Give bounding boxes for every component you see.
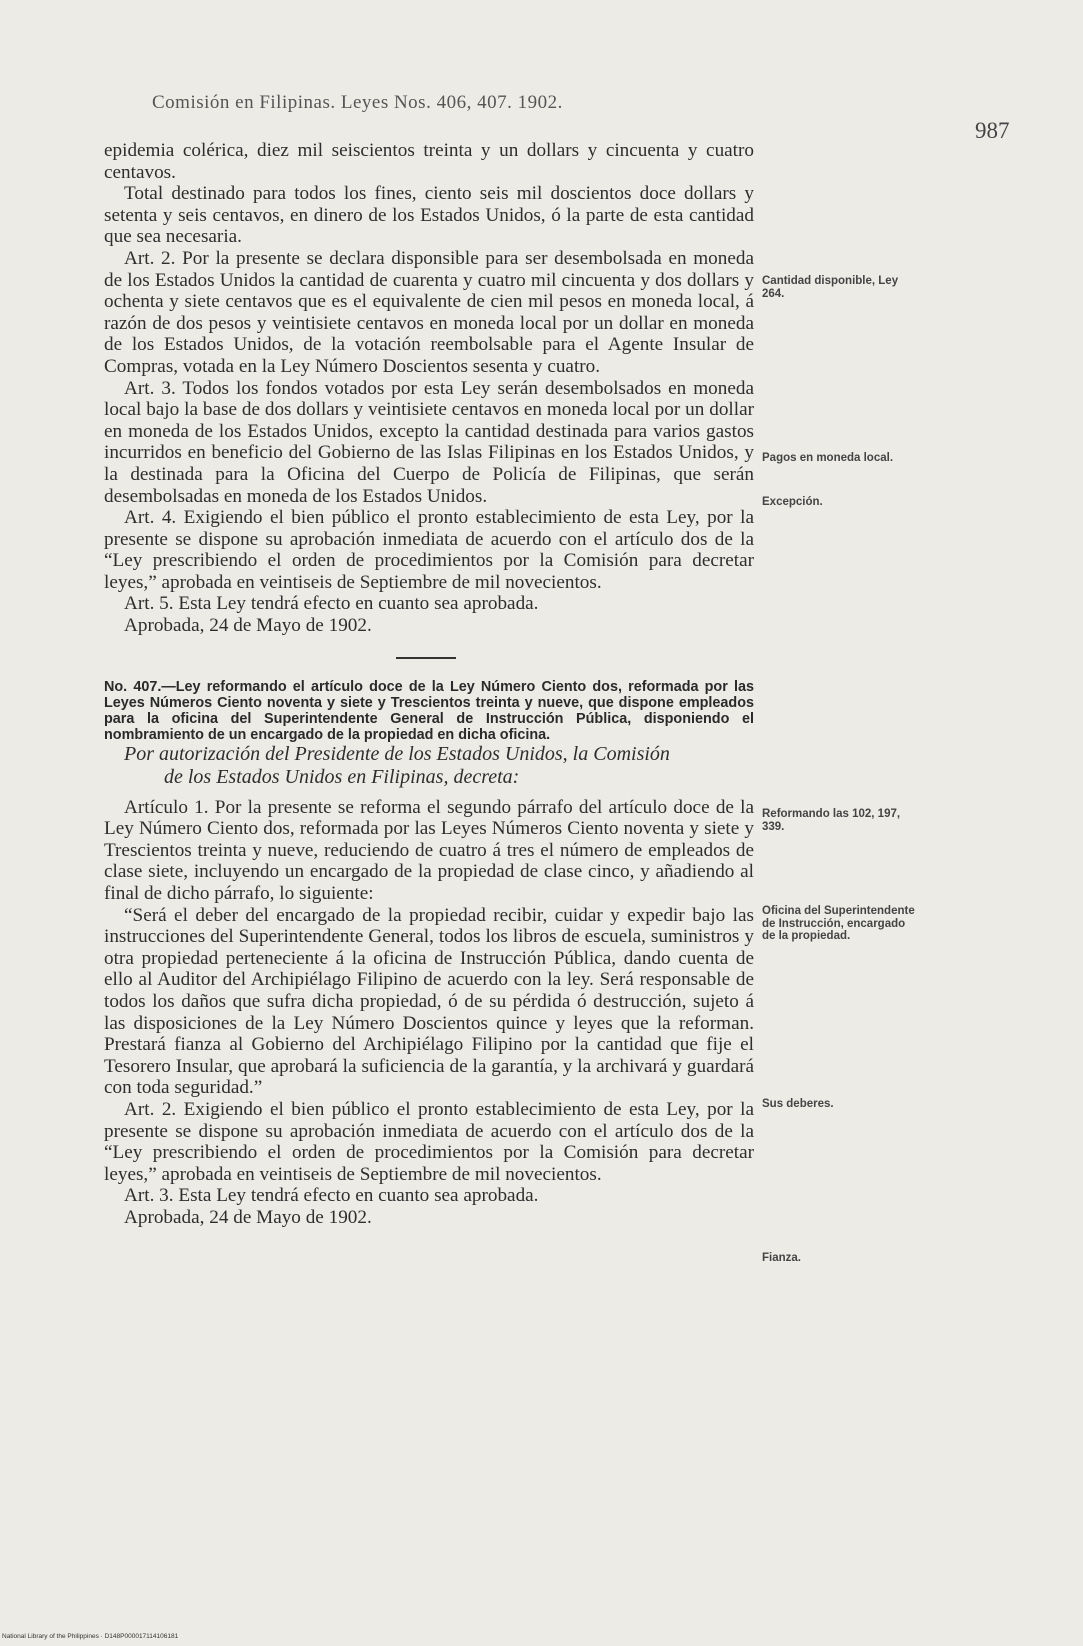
running-header: Comisión en Filipinas. Leyes Nos. 406, 407. 1902. bbox=[152, 92, 563, 113]
paragraph-art-3: Art. 3. Esta Ley tendrá efecto en cuanto sea aprobada. bbox=[124, 1185, 539, 1207]
paragraph-articulo-1: Artículo 1. Por la presente se reforma el segundo párrafo del artículo doce de la Ley Número Ciento dos, reformada por las Leyes Números Ciento noventa y siete y Trescientos treinta y nueve, reduciendo de cuatro á tres el número de empleados de clase siete, incluyendo un encargado de la propiedad de clase cinco, y añadiendo al final de dicho párrafo, lo siguiente: bbox=[104, 796, 754, 905]
margin-note: Excepción. bbox=[762, 496, 823, 508]
scan-footer: National Library of the Philippines · D148P000017114106181 bbox=[2, 1633, 179, 1640]
approval-date: Aprobada, 24 de Mayo de 1902. bbox=[124, 1206, 372, 1228]
section-divider bbox=[396, 657, 456, 659]
paragraph-art-4: Art. 4. Exigiendo el bien público el pronto establecimiento de esta Ley, por la presente se dispone su aprobación inmediata de acuerdo con el artículo dos de la “Ley prescribiendo el orden de procedimientos por la Comisión para decretar leyes,” aprobada en veintiseis de Septiembre de mil novecientos. bbox=[104, 507, 754, 593]
approval-date: Aprobada, 24 de Mayo de 1902. bbox=[124, 615, 372, 637]
paragraph: Total destinado para todos los fines, ciento seis mil doscientos doce dollars y setenta y seis centavos, en dinero de los Estados Unidos, ó la parte de esta cantidad que sea necesaria. bbox=[104, 183, 754, 248]
margin-note: Sus deberes. bbox=[762, 1098, 834, 1110]
paragraph-art-2: Art. 2. Exigiendo el bien público el pronto establecimiento de esta Ley, por la presente se dispone su aprobación inmediata de acuerdo con el artículo dos de la “Ley prescribiendo el orden de procedimientos por la Comisión para decretar leyes,” aprobada en veintiseis de Septiembre de mil novecientos. bbox=[104, 1098, 754, 1185]
paragraph-art-2: Art. 2. Por la presente se declara disponsible para ser desembolsada en moneda de los Estados Unidos la cantidad de cuarenta y cuatro mil cincuenta y dos dollars y ochenta y siete centavos que es el equivalente de cien mil pesos en moneda local, á razón de dos pesos y veintisiete centavos en moneda local por un dollar en moneda de los Estados Unidos, de la votación reembolsable para el Agente Insular de Compras, votada en la Ley Número Doscientos sesenta y cuatro. bbox=[104, 247, 754, 377]
main-text bbox=[104, 140, 754, 1229]
paragraph-art-5: Art. 5. Esta Ley tendrá efecto en cuanto sea aprobada. bbox=[124, 593, 539, 615]
margin-note: Reformando las 102, 197, 339. bbox=[762, 808, 901, 833]
margin-note: Fianza. bbox=[762, 1252, 801, 1264]
page-number: 987 bbox=[975, 118, 1010, 143]
paragraph: epidemia colérica, diez mil seiscientos treinta y un dollars y cincuenta y cuatro centavos. bbox=[104, 140, 754, 183]
margin-note: Cantidad disponible, Ley 264. bbox=[762, 275, 899, 300]
enacting-line: de los Estados Unidos en Filipinas, decreta: bbox=[164, 765, 520, 788]
enacting-clause bbox=[104, 743, 754, 789]
enacting-line: Por autorización del Presidente de los Estados Unidos, la Comisión bbox=[124, 742, 670, 765]
law-title: No. 407.—Ley reformando el artículo doce de la Ley Número Ciento dos, reformada por las Leyes Números Ciento noventa y siete y Trescientos treinta y nueve, que dispone empleados para la oficina del Superintendente General de Instrucción Pública, disponiendo el nombramiento de un encargado de la propiedad en dicha oficina. bbox=[104, 678, 754, 743]
paragraph-quote: “Será el deber del encargado de la propiedad recibir, cuidar y expedir bajo las instrucciones del Superintendente General, todos los libros de escuela, suministros y otra propiedad perteneciente á la oficina de Instrucción Pública, dando cuenta de ello al Auditor del Archipiélago Filipino de acuerdo con la ley. Será responsable de todos los daños que sufra dicha propiedad, ó de su pérdida ó destrucción, sujeto á las disposiciones de la Ley Número Doscientos quince y leyes que la reforman. Prestará fianza al Gobierno del Archipiélago Filipino por la cantidad que fije el Tesorero Insular, que aprobará la suficiencia de la garantía, y la archivará y guardará con toda seguridad.” bbox=[104, 904, 754, 1099]
paragraph-art-3: Art. 3. Todos los fondos votados por esta Ley serán desembolsados en moneda local bajo la base de dos dollars y veintisiete centavos en moneda local por un dollar en moneda de los Estados Unidos, excepto la cantidad destinada para varios gastos incurridos en beneficio del Gobierno de las Islas Filipinas en los Estados Unidos, y la destinada para la Oficina del Cuerpo de Policía de Filipinas, que serán desembolsadas en moneda de los Estados Unidos. bbox=[104, 377, 754, 507]
margin-note: Pagos en moneda local. bbox=[762, 452, 894, 464]
margin-note: Oficina del Superintendente de Instrucción, encargado de la propiedad. bbox=[762, 905, 915, 942]
